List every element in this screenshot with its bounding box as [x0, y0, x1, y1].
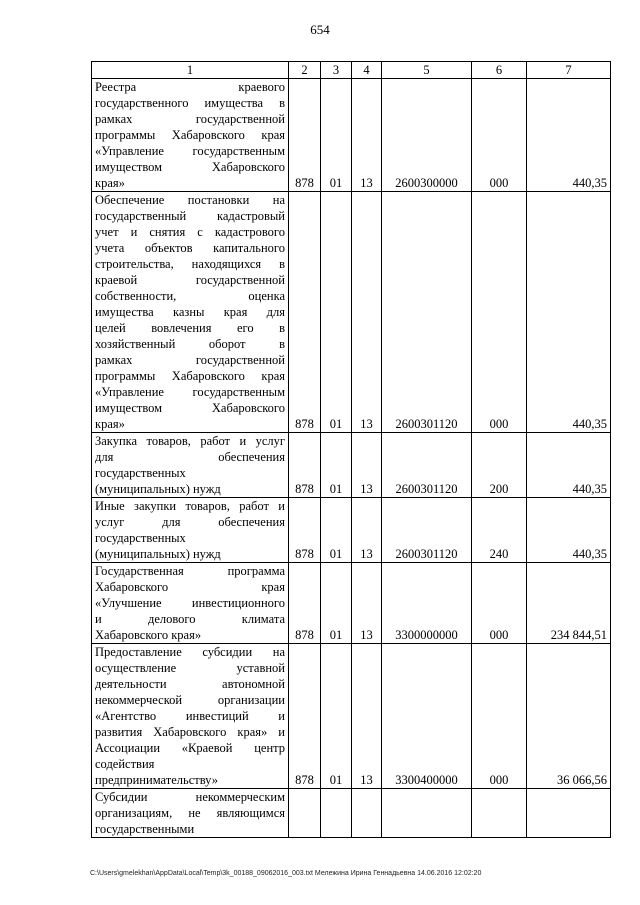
- description-line: Предоставление субсидии на: [95, 645, 285, 659]
- table-row: [92, 192, 611, 433]
- row-gr: 878: [289, 498, 321, 563]
- description-line: для обеспечения: [95, 450, 285, 464]
- row-pr: 13: [352, 498, 382, 563]
- row-csr: 3300000000: [382, 563, 472, 644]
- row-description: [92, 644, 289, 789]
- description-line: содействия: [95, 757, 155, 771]
- description-line: некоммерческой организации: [95, 693, 285, 707]
- row-rz: 01: [321, 563, 352, 644]
- description-line: осуществление уставной: [95, 661, 285, 675]
- description-line: государственного имущества в: [95, 96, 285, 110]
- row-description: [92, 79, 289, 192]
- description-line: хозяйственный оборот в: [95, 337, 285, 351]
- row-csr: 2600300000: [382, 79, 472, 192]
- description-line: государственными: [95, 822, 195, 836]
- header-col-6: 6: [472, 62, 527, 79]
- row-amount: 440,35: [527, 433, 611, 498]
- page-number: 654: [310, 22, 330, 37]
- table-row: [92, 789, 611, 838]
- row-description: [92, 498, 289, 563]
- description-line: Субсидии некоммерческим: [95, 790, 285, 804]
- table-row: [92, 433, 611, 498]
- row-pr: 13: [352, 79, 382, 192]
- row-vr: [472, 789, 527, 838]
- row-csr: 3300400000: [382, 644, 472, 789]
- row-rz: 01: [321, 433, 352, 498]
- row-amount: [527, 789, 611, 838]
- description-line: услуг для обеспечения: [95, 515, 285, 529]
- row-gr: 878: [289, 644, 321, 789]
- description-line: Государственная программа: [95, 564, 285, 578]
- description-line: и делового климата: [95, 612, 285, 626]
- row-pr: 13: [352, 433, 382, 498]
- row-description: [92, 789, 289, 838]
- row-csr: 2600301120: [382, 433, 472, 498]
- description-line: «Управление государственным: [95, 385, 285, 399]
- row-pr: [352, 789, 382, 838]
- row-gr: 878: [289, 563, 321, 644]
- description-line: государственных: [95, 531, 186, 545]
- description-line: Хабаровского края: [95, 580, 285, 594]
- row-rz: 01: [321, 644, 352, 789]
- description-line: краевой государственной: [95, 273, 285, 287]
- row-csr: 2600301120: [382, 192, 472, 433]
- description-line: государственных: [95, 466, 186, 480]
- description-line: программы Хабаровского края: [95, 128, 285, 142]
- description-line: деятельности автономной: [95, 677, 285, 691]
- description-line: учет и снятия с кадастрового: [95, 225, 285, 239]
- description-line: развития Хабаровского края» и: [95, 725, 285, 739]
- row-pr: 13: [352, 192, 382, 433]
- description-line: рамках государственной: [95, 353, 285, 367]
- table-row: [92, 644, 611, 789]
- description-line: имуществом Хабаровского: [95, 160, 285, 174]
- row-gr: 878: [289, 433, 321, 498]
- description-line: учета объектов капитального: [95, 241, 285, 255]
- row-amount: 440,35: [527, 498, 611, 563]
- table-row: [92, 498, 611, 563]
- row-vr: 240: [472, 498, 527, 563]
- row-csr: [382, 789, 472, 838]
- description-line: (муниципальных) нужд: [95, 482, 221, 496]
- row-gr: 878: [289, 192, 321, 433]
- description-line: программы Хабаровского края: [95, 369, 285, 383]
- row-amount: 234 844,51: [527, 563, 611, 644]
- row-vr: 000: [472, 192, 527, 433]
- row-amount: 440,35: [527, 192, 611, 433]
- header-col-4: 4: [352, 62, 382, 79]
- description-line: края»: [95, 417, 125, 431]
- description-line: «Управление государственным: [95, 144, 285, 158]
- row-csr: 2600301120: [382, 498, 472, 563]
- description-line: предпринимательству»: [95, 773, 218, 787]
- row-rz: 01: [321, 498, 352, 563]
- budget-table: [91, 61, 611, 838]
- row-rz: 01: [321, 79, 352, 192]
- description-line: имуществом Хабаровского: [95, 401, 285, 415]
- description-line: собственности, оценка: [95, 289, 285, 303]
- description-line: Ассоциации «Краевой центр: [95, 741, 285, 755]
- description-line: целей вовлечения его в: [95, 321, 285, 335]
- description-line: организациям, не являющимся: [95, 806, 285, 820]
- description-line: Хабаровского края»: [95, 628, 202, 642]
- row-pr: 13: [352, 563, 382, 644]
- row-gr: 878: [289, 79, 321, 192]
- row-vr: 000: [472, 79, 527, 192]
- row-rz: [321, 789, 352, 838]
- description-line: рамках государственной: [95, 112, 285, 126]
- description-line: строительства, находящихся в: [95, 257, 285, 271]
- header-col-1: 1: [92, 62, 289, 79]
- header-col-2: 2: [289, 62, 321, 79]
- table-row: [92, 563, 611, 644]
- row-gr: [289, 789, 321, 838]
- row-pr: 13: [352, 644, 382, 789]
- row-amount: 440,35: [527, 79, 611, 192]
- row-description: [92, 563, 289, 644]
- header-col-3: 3: [321, 62, 352, 79]
- file-path-footer: C:\Users\gmelekhan\AppData\Local\Temp\3k_00188_09062016_003.txt Мележина Ирина Геннадьевна 14.06.2016 12:02:20: [90, 870, 482, 877]
- row-rz: 01: [321, 192, 352, 433]
- row-description: [92, 192, 289, 433]
- row-vr: 000: [472, 644, 527, 789]
- description-line: (муниципальных) нужд: [95, 547, 221, 561]
- description-line: Закупка товаров, работ и услуг: [95, 434, 285, 448]
- row-amount: 36 066,56: [527, 644, 611, 789]
- description-line: Иные закупки товаров, работ и: [95, 499, 285, 513]
- description-line: «Агентство инвестиций и: [95, 709, 285, 723]
- description-line: государственный кадастровый: [95, 209, 285, 223]
- row-vr: 200: [472, 433, 527, 498]
- table-header-row: [92, 62, 611, 79]
- table-row: [92, 79, 611, 192]
- row-vr: 000: [472, 563, 527, 644]
- description-line: Обеспечение постановки на: [95, 193, 285, 207]
- row-description: [92, 433, 289, 498]
- header-col-5: 5: [382, 62, 472, 79]
- description-line: края»: [95, 176, 125, 190]
- description-line: Реестра краевого: [95, 80, 285, 94]
- header-col-7: 7: [527, 62, 611, 79]
- description-line: «Улучшение инвестиционного: [95, 596, 285, 610]
- description-line: имущества казны края для: [95, 305, 285, 319]
